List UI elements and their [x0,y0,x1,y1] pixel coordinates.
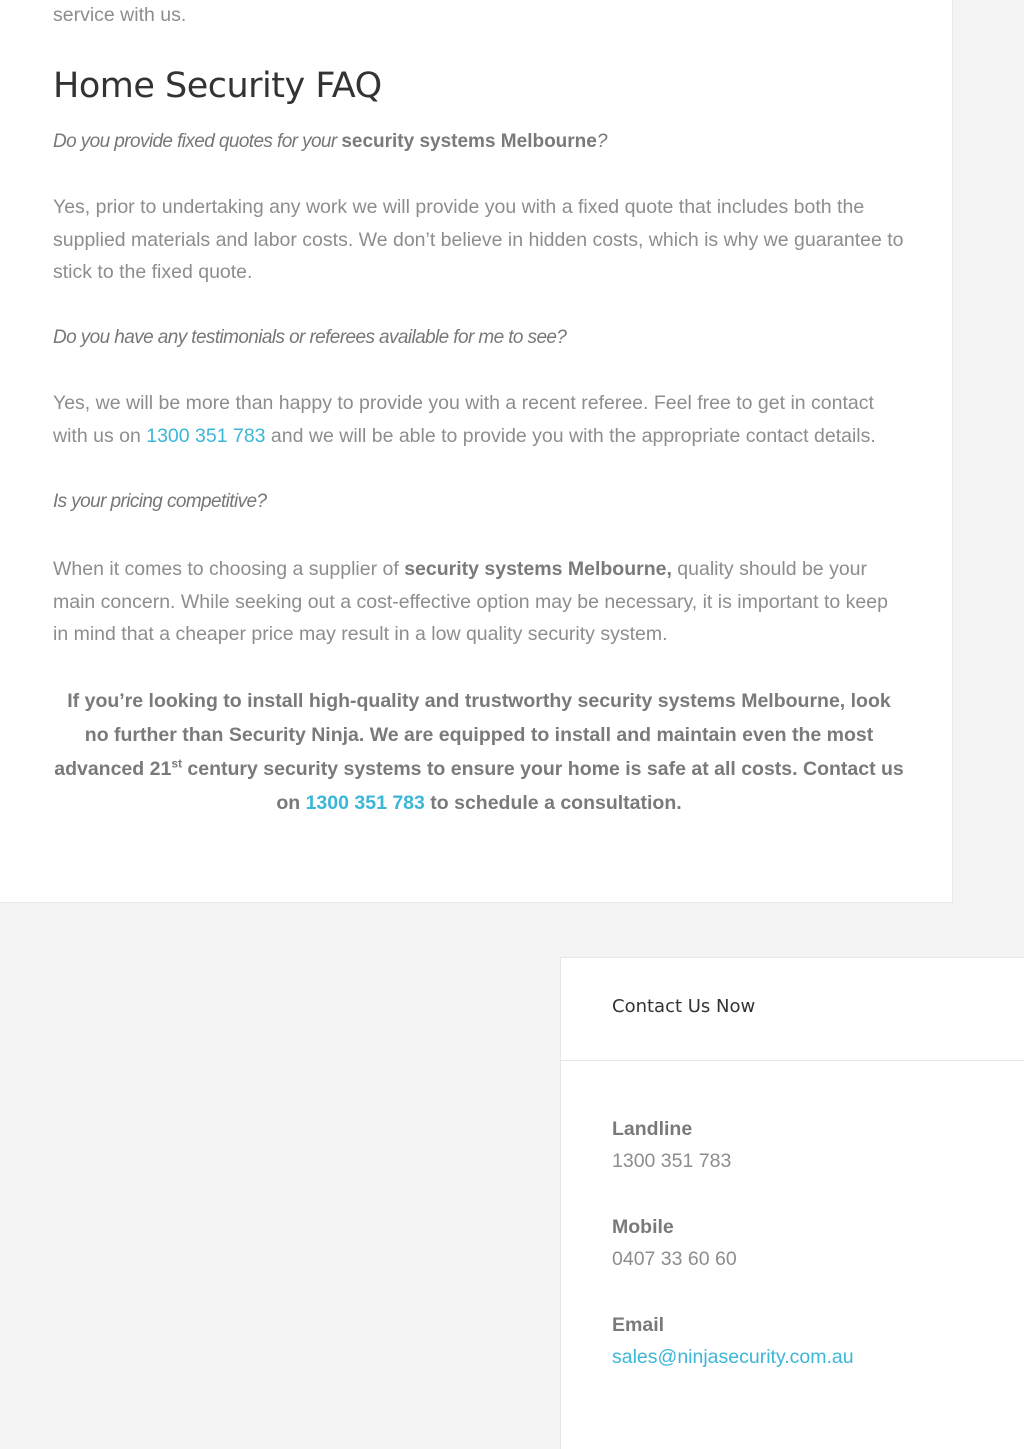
contact-widget [560,957,1024,1449]
contact-mobile-value: 0407 33 60 60 [612,1248,737,1270]
cta-phone-link[interactable]: 1300 351 783 [305,792,425,814]
faq-question-1-bold: security systems Melbourne [341,131,597,152]
contact-landline [612,1113,731,1177]
faq-answer-3: When it comes to choosing a supplier of security systems Melbourne, quality should be your main concern. While seeking out a cost-effective option may be necessary, it is important to keep in mind that a cheaper price may result in a low quality security system. [53,558,888,645]
contact-email-label: Email [612,1314,665,1336]
contact-email [612,1309,854,1373]
contact-widget-header [561,958,1024,1061]
faq-answer-1: Yes, prior to undertaking any work we will provide you with a fixed quote that includes both the supplied materials and labor costs. We don’t believe in hidden costs, which is why we guarantee to stick to the fixed quote. [53,196,904,283]
faq-question-2: Do you have any testimonials or referees available for me to see? [53,327,567,348]
contact-widget-title: Contact Us Now [612,996,756,1017]
faq-answer-2: Yes, we will be more than happy to provide you with a recent referee. Feel free to get in contact with us on 1300 351 783 and we will be able to provide you with the appropriate contact details. [53,392,876,447]
faq-phone-link[interactable]: 1300 351 783 [146,424,266,447]
contact-mobile-label: Mobile [612,1216,674,1238]
faq-question-3: Is your pricing competitive? [53,491,267,512]
faq-question-1: Do you provide fixed quotes for your security systems Melbourne? [53,131,607,152]
cta-paragraph: If you’re looking to install high-quality and trustworthy security systems Melbourne, look no further than Security Ninja. We are equipped to install and maintain even the most advanced 21st century security systems to ensure your home is safe at all costs. Contact us on 1300 351 783 to schedule a consultation. [54,690,904,814]
faq-heading: Home Security FAQ [53,66,382,106]
cta-superscript: st [171,756,182,771]
contact-landline-value: 1300 351 783 [612,1150,732,1172]
contact-email-link[interactable]: sales@ninjasecurity.com.au [612,1346,854,1368]
contact-mobile [612,1211,737,1275]
contact-landline-label: Landline [612,1118,693,1140]
faq-answer-3-bold: security systems Melbourne, [404,558,672,580]
lead-in-text: service with us. [53,4,187,26]
